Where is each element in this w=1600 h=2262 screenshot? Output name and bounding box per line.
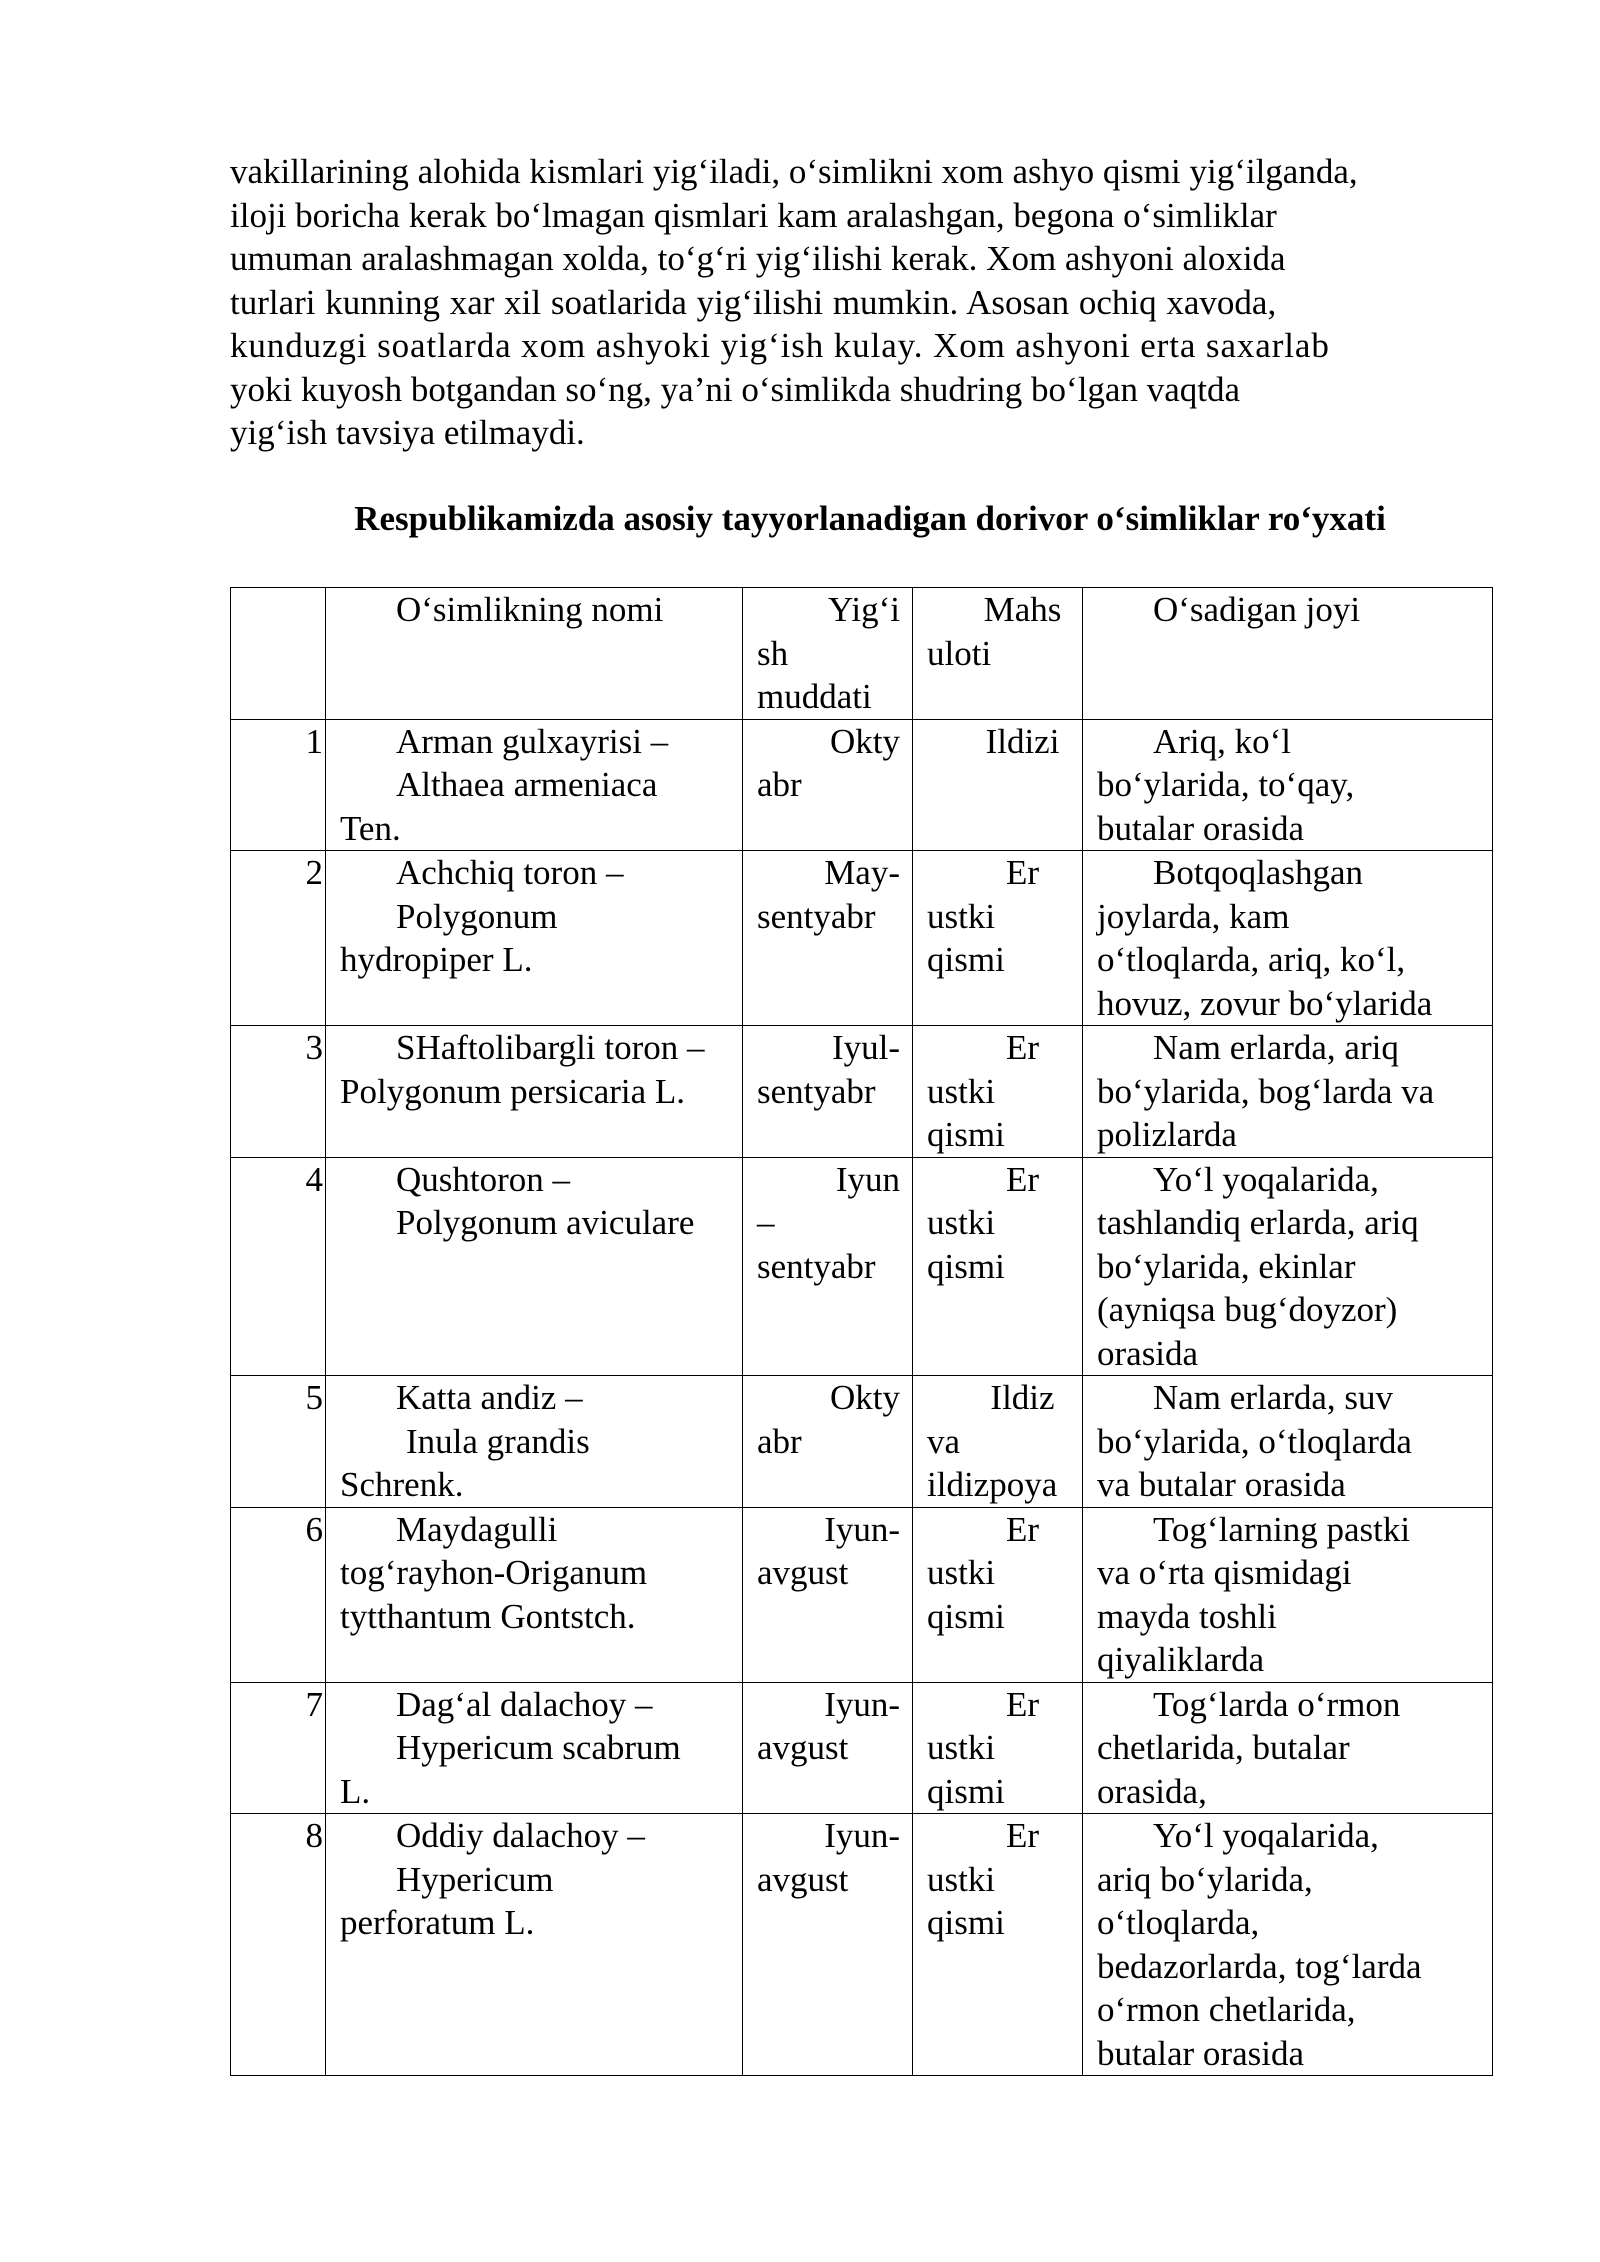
table-row — [231, 1507, 1493, 1682]
product-line: Er — [1005, 1509, 1040, 1549]
product-cell — [913, 1814, 1083, 2076]
product-cell — [913, 1682, 1083, 1814]
plant-name-line: perforatum L. — [340, 1903, 535, 1942]
product-line: ustki — [927, 1203, 996, 1242]
plant-name-line: Ten. — [340, 808, 401, 848]
header-place-label: O‘sadigan joyi — [1153, 590, 1361, 629]
collection-period-line: sentyabr — [757, 1071, 876, 1111]
plant-name-cell — [326, 1814, 743, 2076]
plant-name-line: tytthantum Gontstch. — [340, 1596, 636, 1636]
header-period-label: Yig‘i — [828, 590, 900, 629]
growing-place-line: o‘tloqlarda, ariq, ko‘l, — [1097, 940, 1406, 979]
row-number-cell: 6 — [231, 1507, 326, 1682]
collection-period-line: abr — [757, 1421, 802, 1461]
growing-place-cell — [1083, 1157, 1493, 1376]
growing-place-line: ariq bo‘ylarida, — [1097, 1859, 1313, 1899]
product-cell — [913, 1026, 1083, 1158]
collection-period-cell — [743, 1814, 913, 2076]
collection-period-cell — [743, 719, 913, 851]
collection-period-cell — [743, 1507, 913, 1682]
product-line: Ildizi — [985, 721, 1060, 761]
plant-name-line: L. — [340, 1771, 371, 1811]
growing-place-line: bo‘ylarida, to‘qay, — [1097, 765, 1355, 804]
growing-place-line: Tog‘larda o‘rmon — [1153, 1684, 1401, 1724]
product-line: ustki — [927, 1728, 996, 1767]
plant-name-line: Katta andiz – — [396, 1378, 583, 1417]
growing-place-cell — [1083, 1026, 1493, 1158]
growing-place-line: Tog‘larning pastki — [1153, 1509, 1411, 1549]
product-line: Er — [1005, 1028, 1040, 1067]
growing-place-line: orasida — [1097, 1333, 1199, 1373]
product-line: qismi — [927, 1246, 1005, 1286]
growing-place-cell — [1083, 1814, 1493, 2076]
collection-period-line: Iyun- — [824, 1816, 900, 1855]
growing-place-line: chetlarida, butalar — [1097, 1728, 1350, 1767]
collection-period-line: – — [757, 1203, 775, 1242]
growing-place-line: Yo‘l yoqalarida, — [1153, 1159, 1379, 1199]
plant-name-line: Althaea armeniaca — [396, 765, 658, 804]
plant-name-line: Hypericum — [396, 1859, 554, 1899]
plant-name-line: Polygonum persicaria L. — [340, 1071, 686, 1111]
growing-place-line: va o‘rta qismidagi — [1097, 1553, 1352, 1592]
collection-period-cell — [743, 1157, 913, 1376]
growing-place-cell — [1083, 719, 1493, 851]
product-line: Er — [1005, 1159, 1040, 1199]
growing-place-line: joylarda, kam — [1097, 896, 1290, 936]
table-row — [231, 719, 1493, 851]
product-cell — [913, 1507, 1083, 1682]
growing-place-line: (ayniqsa bug‘doyzor) — [1097, 1290, 1398, 1329]
growing-place-line: Nam erlarda, ariq — [1153, 1028, 1399, 1067]
plant-name-cell — [326, 1682, 743, 1814]
paragraph-line: umuman aralashmagan xolda, to‘g‘ri yig‘ilishi kerak. Xom ashyoni aloxida — [230, 239, 1286, 278]
product-line: ustki — [927, 1071, 996, 1111]
paragraph-line: kunduzgi soatlarda xom ashyoki yig‘ish kulay. Xom ashyoni erta saxarlab — [230, 326, 1330, 365]
document-page — [230, 150, 1490, 2073]
plants-table — [230, 587, 1493, 2076]
collection-period-line: Iyun- — [824, 1684, 900, 1724]
growing-place-line: Nam erlarda, suv — [1153, 1378, 1394, 1417]
collection-period-line: Iyul- — [831, 1028, 900, 1067]
table-header-row — [231, 588, 1493, 720]
row-number-cell: 8 — [231, 1814, 326, 2076]
product-line: ildizpoya — [927, 1465, 1058, 1504]
growing-place-line: hovuz, zovur bo‘ylarida — [1097, 983, 1433, 1023]
plant-name-cell — [326, 1157, 743, 1376]
plant-name-line: Polygonum — [396, 896, 558, 936]
product-line: ustki — [927, 896, 996, 936]
growing-place-line: butalar orasida — [1097, 2033, 1304, 2073]
product-line: qismi — [927, 1771, 1005, 1811]
product-line: ustki — [927, 1553, 996, 1592]
product-line: qismi — [927, 1596, 1005, 1636]
row-number-cell: 1 — [231, 719, 326, 851]
plant-name-line: Hypericum scabrum — [396, 1728, 681, 1767]
paragraph-line: iloji boricha kerak bo‘lmagan qismlari kam aralashgan, begona o‘simliklar — [230, 195, 1277, 235]
table-row — [231, 851, 1493, 1026]
plant-name-line: Oddiy dalachoy – — [396, 1816, 645, 1855]
row-number-cell: 3 — [231, 1026, 326, 1158]
product-line: va — [927, 1421, 961, 1461]
growing-place-line: Ariq, ko‘l — [1153, 721, 1292, 761]
plant-name-line: Arman gulxayrisi – — [396, 721, 669, 761]
table-row — [231, 1026, 1493, 1158]
product-cell — [913, 851, 1083, 1026]
header-period-label: muddati — [757, 677, 872, 716]
growing-place-line: o‘rmon chetlarida, — [1097, 1990, 1356, 2029]
growing-place-line: bedazorlarda, tog‘larda — [1097, 1946, 1422, 1986]
header-place-cell — [1083, 588, 1493, 720]
plant-name-cell — [326, 1026, 743, 1158]
growing-place-line: polizlarda — [1097, 1115, 1237, 1154]
collection-period-cell — [743, 1026, 913, 1158]
plant-name-cell — [326, 1376, 743, 1508]
collection-period-cell — [743, 1682, 913, 1814]
product-line: qismi — [927, 940, 1005, 979]
collection-period-line: May- — [824, 853, 900, 892]
product-cell — [913, 719, 1083, 851]
plant-name-line: Achchiq toron – — [396, 853, 624, 892]
growing-place-cell — [1083, 1507, 1493, 1682]
header-product-cell — [913, 588, 1083, 720]
growing-place-cell — [1083, 1376, 1493, 1508]
growing-place-line: bo‘ylarida, bog‘larda va — [1097, 1071, 1435, 1111]
collection-period-line: Okty — [830, 1378, 900, 1417]
plant-name-line: tog‘rayhon-Origanum — [340, 1553, 648, 1592]
growing-place-line: bo‘ylarida, ekinlar — [1097, 1246, 1356, 1286]
collection-period-cell — [743, 851, 913, 1026]
growing-place-line: qiyaliklarda — [1097, 1640, 1265, 1679]
plant-name-cell — [326, 1507, 743, 1682]
product-cell — [913, 1157, 1083, 1376]
growing-place-line: o‘tloqlarda, — [1097, 1903, 1260, 1942]
header-num-cell — [231, 588, 326, 720]
row-number-cell: 7 — [231, 1682, 326, 1814]
growing-place-line: tashlandiq erlarda, ariq — [1097, 1203, 1419, 1242]
header-period-cell — [743, 588, 913, 720]
plant-name-cell — [326, 719, 743, 851]
header-period-label: sh — [757, 633, 789, 673]
paragraph-line: yig‘ish tavsiya etilmaydi. — [230, 413, 585, 452]
collection-period-line: Iyun — [835, 1159, 900, 1199]
growing-place-line: orasida, — [1097, 1771, 1207, 1811]
collection-period-line: Iyun- — [824, 1509, 900, 1549]
collection-period-line: Okty — [830, 721, 900, 761]
row-number-cell: 5 — [231, 1376, 326, 1508]
header-name-label: O‘simlikning nomi — [396, 590, 664, 629]
table-title: Respublikamizda asosiy tayyorlanadigan dorivor o‘simliklar ro‘yxati — [354, 498, 1386, 538]
product-line: ustki — [927, 1859, 996, 1899]
plant-name-line: Schrenk. — [340, 1465, 464, 1504]
product-line: qismi — [927, 1903, 1005, 1942]
growing-place-cell — [1083, 851, 1493, 1026]
paragraph-line: vakillarining alohida kismlari yig‘iladi, o‘simlikni xom ashyo qismi yig‘ilganda, — [230, 152, 1358, 191]
growing-place-line: va butalar orasida — [1097, 1465, 1346, 1504]
table-row — [231, 1682, 1493, 1814]
growing-place-line: butalar orasida — [1097, 808, 1304, 848]
collection-period-cell — [743, 1376, 913, 1508]
product-line: qismi — [927, 1115, 1005, 1154]
product-line: Er — [1005, 1684, 1040, 1724]
plant-name-line: Polygonum aviculare — [396, 1203, 695, 1242]
header-product-label: Mahs — [983, 590, 1062, 629]
collection-period-line: avgust — [757, 1859, 849, 1899]
paragraph-line: yoki kuyosh botgandan so‘ng, ya’ni o‘simlikda shudring bo‘lgan vaqtda — [230, 369, 1240, 409]
row-number-cell: 4 — [231, 1157, 326, 1376]
collection-period-line: abr — [757, 765, 802, 804]
plant-name-line: Qushtoron – — [396, 1159, 571, 1199]
header-name-cell — [326, 588, 743, 720]
product-line: Ildiz — [990, 1378, 1055, 1417]
growing-place-line: mayda toshli — [1097, 1596, 1277, 1636]
growing-place-line: Botqoqlashgan — [1153, 853, 1363, 892]
table-row — [231, 1376, 1493, 1508]
product-line: Er — [1005, 1816, 1040, 1855]
table-row — [231, 1157, 1493, 1376]
paragraph-line: turlari kunning xar xil soatlarida yig‘ilishi mumkin. Asosan ochiq xavoda, — [230, 282, 1277, 322]
table-row — [231, 1814, 1493, 2076]
plant-name-line: hydropiper L. — [340, 940, 533, 979]
collection-period-line: avgust — [757, 1553, 849, 1592]
collection-period-line: avgust — [757, 1728, 849, 1767]
collection-period-line: sentyabr — [757, 1246, 876, 1286]
growing-place-line: bo‘ylarida, o‘tloqlarda — [1097, 1421, 1412, 1461]
plant-name-line: Maydagulli — [396, 1509, 558, 1549]
plant-name-line: Inula grandis — [406, 1421, 590, 1461]
body-paragraph — [230, 150, 1490, 455]
row-number-cell: 2 — [231, 851, 326, 1026]
plant-name-line: Dag‘al dalachoy – — [396, 1684, 653, 1724]
growing-place-line: Yo‘l yoqalarida, — [1153, 1816, 1379, 1855]
plant-name-line: SHaftolibargli toron – — [396, 1028, 705, 1067]
plant-name-cell — [326, 851, 743, 1026]
growing-place-cell — [1083, 1682, 1493, 1814]
product-line: Er — [1005, 853, 1040, 892]
product-cell — [913, 1376, 1083, 1508]
collection-period-line: sentyabr — [757, 896, 876, 936]
header-product-label: uloti — [927, 633, 992, 673]
